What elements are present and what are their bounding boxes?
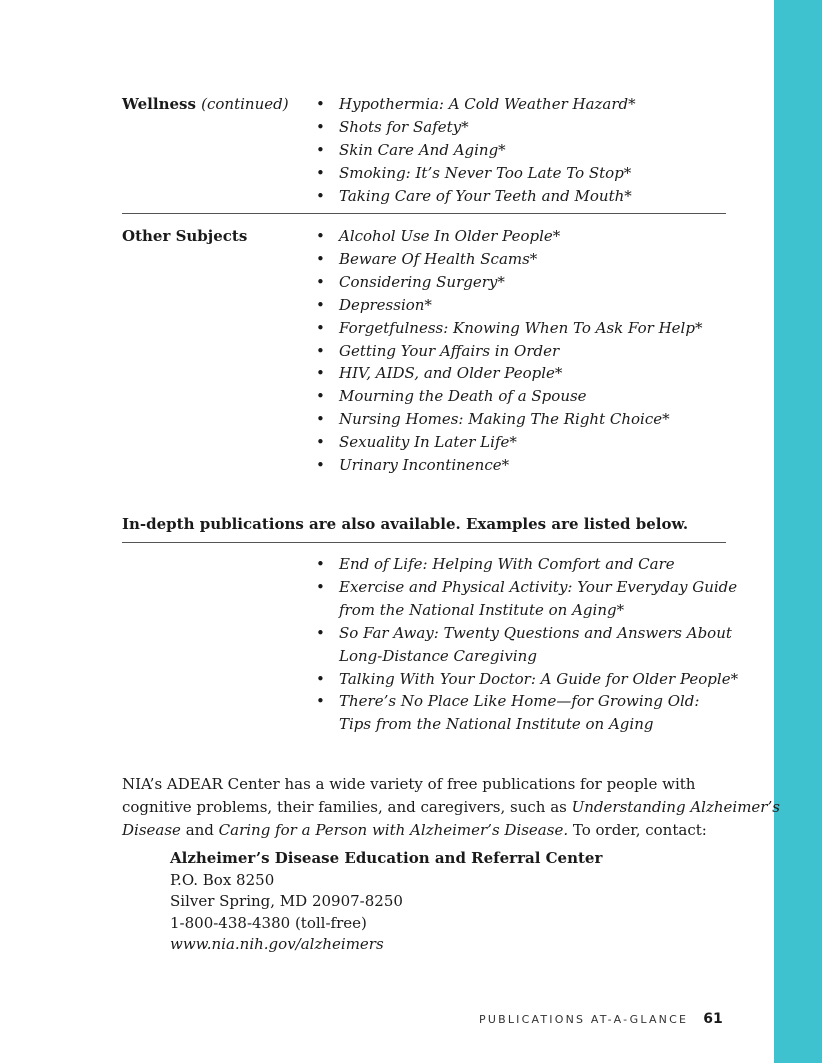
publication-title: End of Life: Helping With Comfort and Care — [339, 555, 675, 573]
publication-item — [316, 385, 726, 408]
footer-section-title: PUBLICATIONS AT-A-GLANCE — [479, 1013, 689, 1026]
bullet-icon: • — [316, 163, 325, 182]
publication-title-continued: Long-Distance Caregiving — [339, 646, 537, 665]
publication-title: Exercise and Physical Activity: Your Everyday Guide — [339, 577, 738, 596]
bullet-icon: • — [316, 140, 325, 159]
publication-item — [316, 93, 726, 116]
publication-title: Understanding Alzheimer’s — [571, 798, 780, 816]
publication-title: Skin Care And Aging* — [339, 140, 506, 159]
publication-item — [316, 116, 726, 139]
intro-line — [122, 819, 732, 842]
publication-title: Forgetfulness: Knowing When To Ask For Help* — [339, 318, 703, 337]
adear-intro-paragraph — [122, 773, 780, 842]
contact-phone: 1-800-438-4380 (toll-free) — [170, 913, 367, 932]
publication-title: Disease — [122, 821, 181, 839]
bullet-icon: • — [316, 272, 325, 291]
divider-rule — [122, 213, 726, 214]
other-subjects-list — [316, 225, 726, 477]
publication-item — [316, 690, 726, 736]
publication-title: HIV, AIDS, and Older People* — [339, 364, 563, 383]
publication-item — [316, 362, 726, 385]
publication-title: Alcohol Use In Older People* — [339, 227, 561, 245]
intro-text: To order, contact: — [568, 821, 707, 839]
other-subjects-label: Other Subjects — [122, 227, 248, 245]
bullet-icon: • — [316, 577, 325, 596]
contact-po-box: P.O. Box 8250 — [170, 870, 275, 889]
bullet-icon: • — [316, 623, 325, 642]
contact-website-link[interactable]: www.nia.nih.gov/alzheimers — [170, 935, 384, 953]
publication-item — [316, 225, 726, 248]
wellness-title: Wellness — [122, 95, 196, 113]
publication-item — [316, 454, 726, 477]
publication-item — [316, 553, 726, 576]
bullet-icon: • — [316, 117, 325, 136]
publication-item — [316, 162, 726, 185]
publication-item — [316, 139, 726, 162]
bullet-icon: • — [316, 227, 325, 245]
intro-text: NIA’s ADEAR Center has a wide variety of free publications for people with — [122, 775, 696, 793]
wellness-continued: (continued) — [201, 95, 289, 113]
page-number: 61 — [703, 1011, 723, 1027]
intro-text: and — [180, 821, 219, 839]
bullet-icon: • — [316, 410, 325, 429]
intro-line — [122, 796, 780, 819]
bullet-icon: • — [316, 555, 325, 573]
publication-title: Mourning the Death of a Spouse — [339, 387, 587, 406]
bullet-icon: • — [316, 456, 325, 475]
bullet-icon: • — [316, 433, 325, 452]
bullet-icon: • — [316, 341, 325, 360]
wellness-label — [122, 93, 289, 116]
bullet-icon: • — [316, 669, 325, 688]
bullet-icon: • — [316, 95, 325, 113]
bullet-icon: • — [316, 364, 325, 383]
publication-item — [316, 271, 726, 294]
publication-title: Getting Your Affairs in Order — [339, 341, 560, 360]
in-depth-list — [316, 553, 739, 736]
publication-title: Talking With Your Doctor: A Guide for Older People* — [339, 669, 739, 688]
publication-item — [316, 668, 739, 691]
contact-org: Alzheimer’s Disease Education and Referral Center — [170, 849, 603, 867]
publication-item — [316, 248, 726, 271]
bullet-icon: • — [316, 387, 325, 406]
publication-item — [316, 340, 726, 363]
publication-title: Taking Care of Your Teeth and Mouth* — [339, 186, 632, 205]
publication-title: Smoking: It’s Never Too Late To Stop* — [339, 163, 632, 182]
publication-item — [316, 408, 726, 431]
divider-rule — [122, 542, 726, 543]
publication-title: Considering Surgery* — [339, 272, 505, 291]
publication-title: There’s No Place Like Home—for Growing Old: — [339, 692, 700, 711]
publication-item — [316, 431, 726, 454]
publication-title: So Far Away: Twenty Questions and Answers About — [339, 623, 732, 642]
intro-line — [122, 773, 732, 796]
publication-title: Hypothermia: A Cold Weather Hazard* — [339, 95, 636, 113]
publication-title: Caring for a Person with Alzheimer’s Disease. — [218, 821, 569, 839]
publication-title: Beware Of Health Scams* — [339, 249, 538, 268]
bullet-icon: • — [316, 249, 325, 268]
publication-title-continued: from the National Institute on Aging* — [339, 600, 625, 619]
publication-title: Nursing Homes: Making The Right Choice* — [339, 410, 670, 429]
publication-item — [316, 294, 726, 317]
publication-item — [316, 317, 726, 340]
bullet-icon: • — [316, 318, 325, 337]
publication-title: Depression* — [339, 295, 432, 314]
contact-city: Silver Spring, MD 20907-8250 — [170, 892, 403, 910]
page-footer — [479, 1008, 723, 1027]
publication-title: Shots for Safety* — [339, 117, 469, 136]
publication-item — [316, 185, 726, 208]
in-depth-heading: In-depth publications are also available. Examples are listed below. — [122, 515, 689, 533]
bullet-icon: • — [316, 692, 325, 711]
publication-title: Urinary Incontinence* — [339, 456, 510, 475]
bullet-icon: • — [316, 186, 325, 205]
contact-block — [170, 848, 602, 956]
side-accent-bar — [774, 0, 822, 1063]
publication-title-continued: Tips from the National Institute on Aging — [339, 715, 654, 734]
bullet-icon: • — [316, 295, 325, 314]
wellness-list — [316, 93, 726, 208]
intro-text: cognitive problems, their families, and caregivers, such as — [122, 798, 572, 816]
publication-item — [316, 622, 732, 668]
publication-title: Sexuality In Later Life* — [339, 433, 517, 452]
publication-item — [316, 576, 738, 622]
